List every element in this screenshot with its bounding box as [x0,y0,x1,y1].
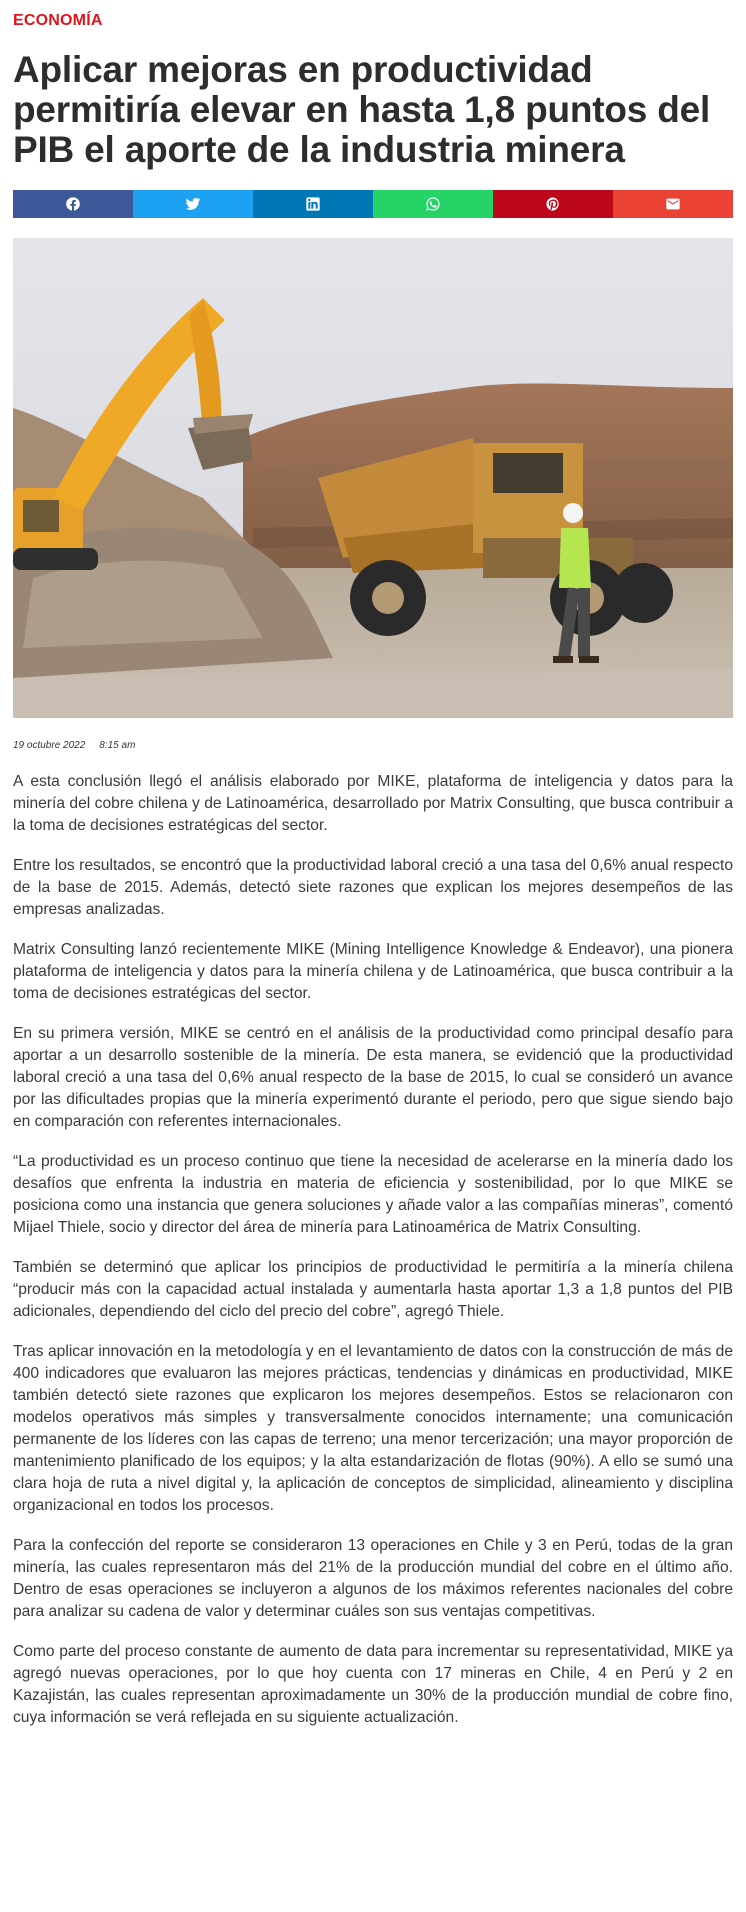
share-facebook-button[interactable] [13,190,133,218]
paragraph: Para la confección del reporte se consideraron 13 operaciones en Chile y 3 en Perú, todas de la gran minería, las cuales representaron más del 21% de la producción mundial del cobre en el último año. Dentro de esas operaciones se incluyeron a algunos de los máximos referentes nacionales del cobre para analizar su cadena de valor y determinar cuáles son sus ventajas competitivas. [13,1537,733,1620]
paragraph: Entre los resultados, se encontró que la productividad laboral creció a una tasa del 0,6% anual respecto de la base de 2015. Además, detectó siete razones que explican los mejores desempeños de las empresas analizadas. [13,857,733,918]
paragraph: Matrix Consulting lanzó recientemente MIKE (Mining Intelligence Knowledge & Endeavor), una pionera plataforma de inteligencia y datos para la minería chilena y de Latinoamérica, que busca contribuir a la toma de decisiones estratégicas del sector. [13,941,733,1002]
paragraph: Como parte del proceso constante de aumento de data para incrementar su representatividad, MIKE ya agregó nuevas operaciones, por lo que hoy cuenta con 17 mineras en Chile, 4 en Perú y 2 en Kazajistán, las cuales representan aproximadamente un 30% de la producción mundial de cobre fino, cuya información se verá reflejada en su siguiente actualización. [13,1643,733,1726]
paragraph: Tras aplicar innovación en la metodología y en el levantamiento de datos con la construcción de más de 400 indicadores que evaluaron las mejores prácticas, tendencias y dinámicas en productividad, MIKE también detectó siete razones que explicaron los mejores desempeños. Estos se relacionaron con modelos operativos más simples y transversalmente conocidos internamente; una comunicación permanente de los líderes con las capas de terreno; una menor tercerización; una mayor proporción de mantenimiento planificado de los equipos; y la alta estandarización de flotas (90%). A ello se sumó una clara hoja de ruta a nivel digital y, la aplicación de conceptos de simplicidad, alineamiento y disciplina organizacional en todos los procesos. [13,1343,733,1514]
paragraph: También se determinó que aplicar los principios de productividad le permitiría a la minería chilena “producir más con la capacidad actual instalada y aumentarla hasta aportar 1,3 a 1,8 puntos del PIB adicionales, dependiendo del ciclo del precio del cobre”, agregó Thiele. [13,1259,733,1320]
share-pinterest-button[interactable] [493,190,613,218]
publish-time: 8:15 am [99,740,136,751]
article-body [13,771,733,1729]
category-link[interactable]: ECONOMÍA [13,12,103,29]
article-title: Aplicar mejoras en productividad permitiría elevar en hasta 1,8 puntos del PIB el aporte de la industria minera [13,49,711,170]
twitter-icon [185,196,201,212]
paragraph: “La productividad es un proceso continuo que tiene la necesidad de acelerarse en la minería dado los desafíos que enfrenta la industria en materia de eficiencia y sostenibilidad, por lo que MIKE se posiciona como una instancia que genera soluciones y añade valor a las compañías mineras”, comentó Mijael Thiele, socio y director del área de minería para Latinoamérica de Matrix Consulting. [13,1153,733,1236]
share-linkedin-button[interactable] [253,190,373,218]
publish-date: 19 octubre 2022 [13,740,86,751]
linkedin-icon [305,196,321,212]
share-whatsapp-button[interactable] [373,190,493,218]
share-twitter-button[interactable] [133,190,253,218]
pinterest-icon [545,196,561,212]
share-bar [13,190,733,218]
article-meta [13,740,733,751]
paragraph: A esta conclusión llegó el análisis elaborado por MIKE, plataforma de inteligencia y datos para la minería del cobre chilena y de Latinoamérica, desarrollado por Matrix Consulting, que busca contribuir a la toma de decisiones estratégicas del sector. [13,773,733,834]
facebook-icon [65,196,81,212]
paragraph: En su primera versión, MIKE se centró en el análisis de la productividad como principal desafío para aportar a un desarrollo sostenible de la minería. De esta manera, se evidenció que la productividad laboral creció a una tasa del 0,6% anual respecto de la base de 2015, lo cual se consideró un avance por las dificultades propias que la minería experimentó durante el periodo, pero que sigue siendo bajo en comparación con referentes internacionales. [13,1025,733,1130]
hero-image-mining-site [13,238,733,718]
email-icon [665,196,681,212]
share-email-button[interactable] [613,190,733,218]
whatsapp-icon [425,196,441,212]
